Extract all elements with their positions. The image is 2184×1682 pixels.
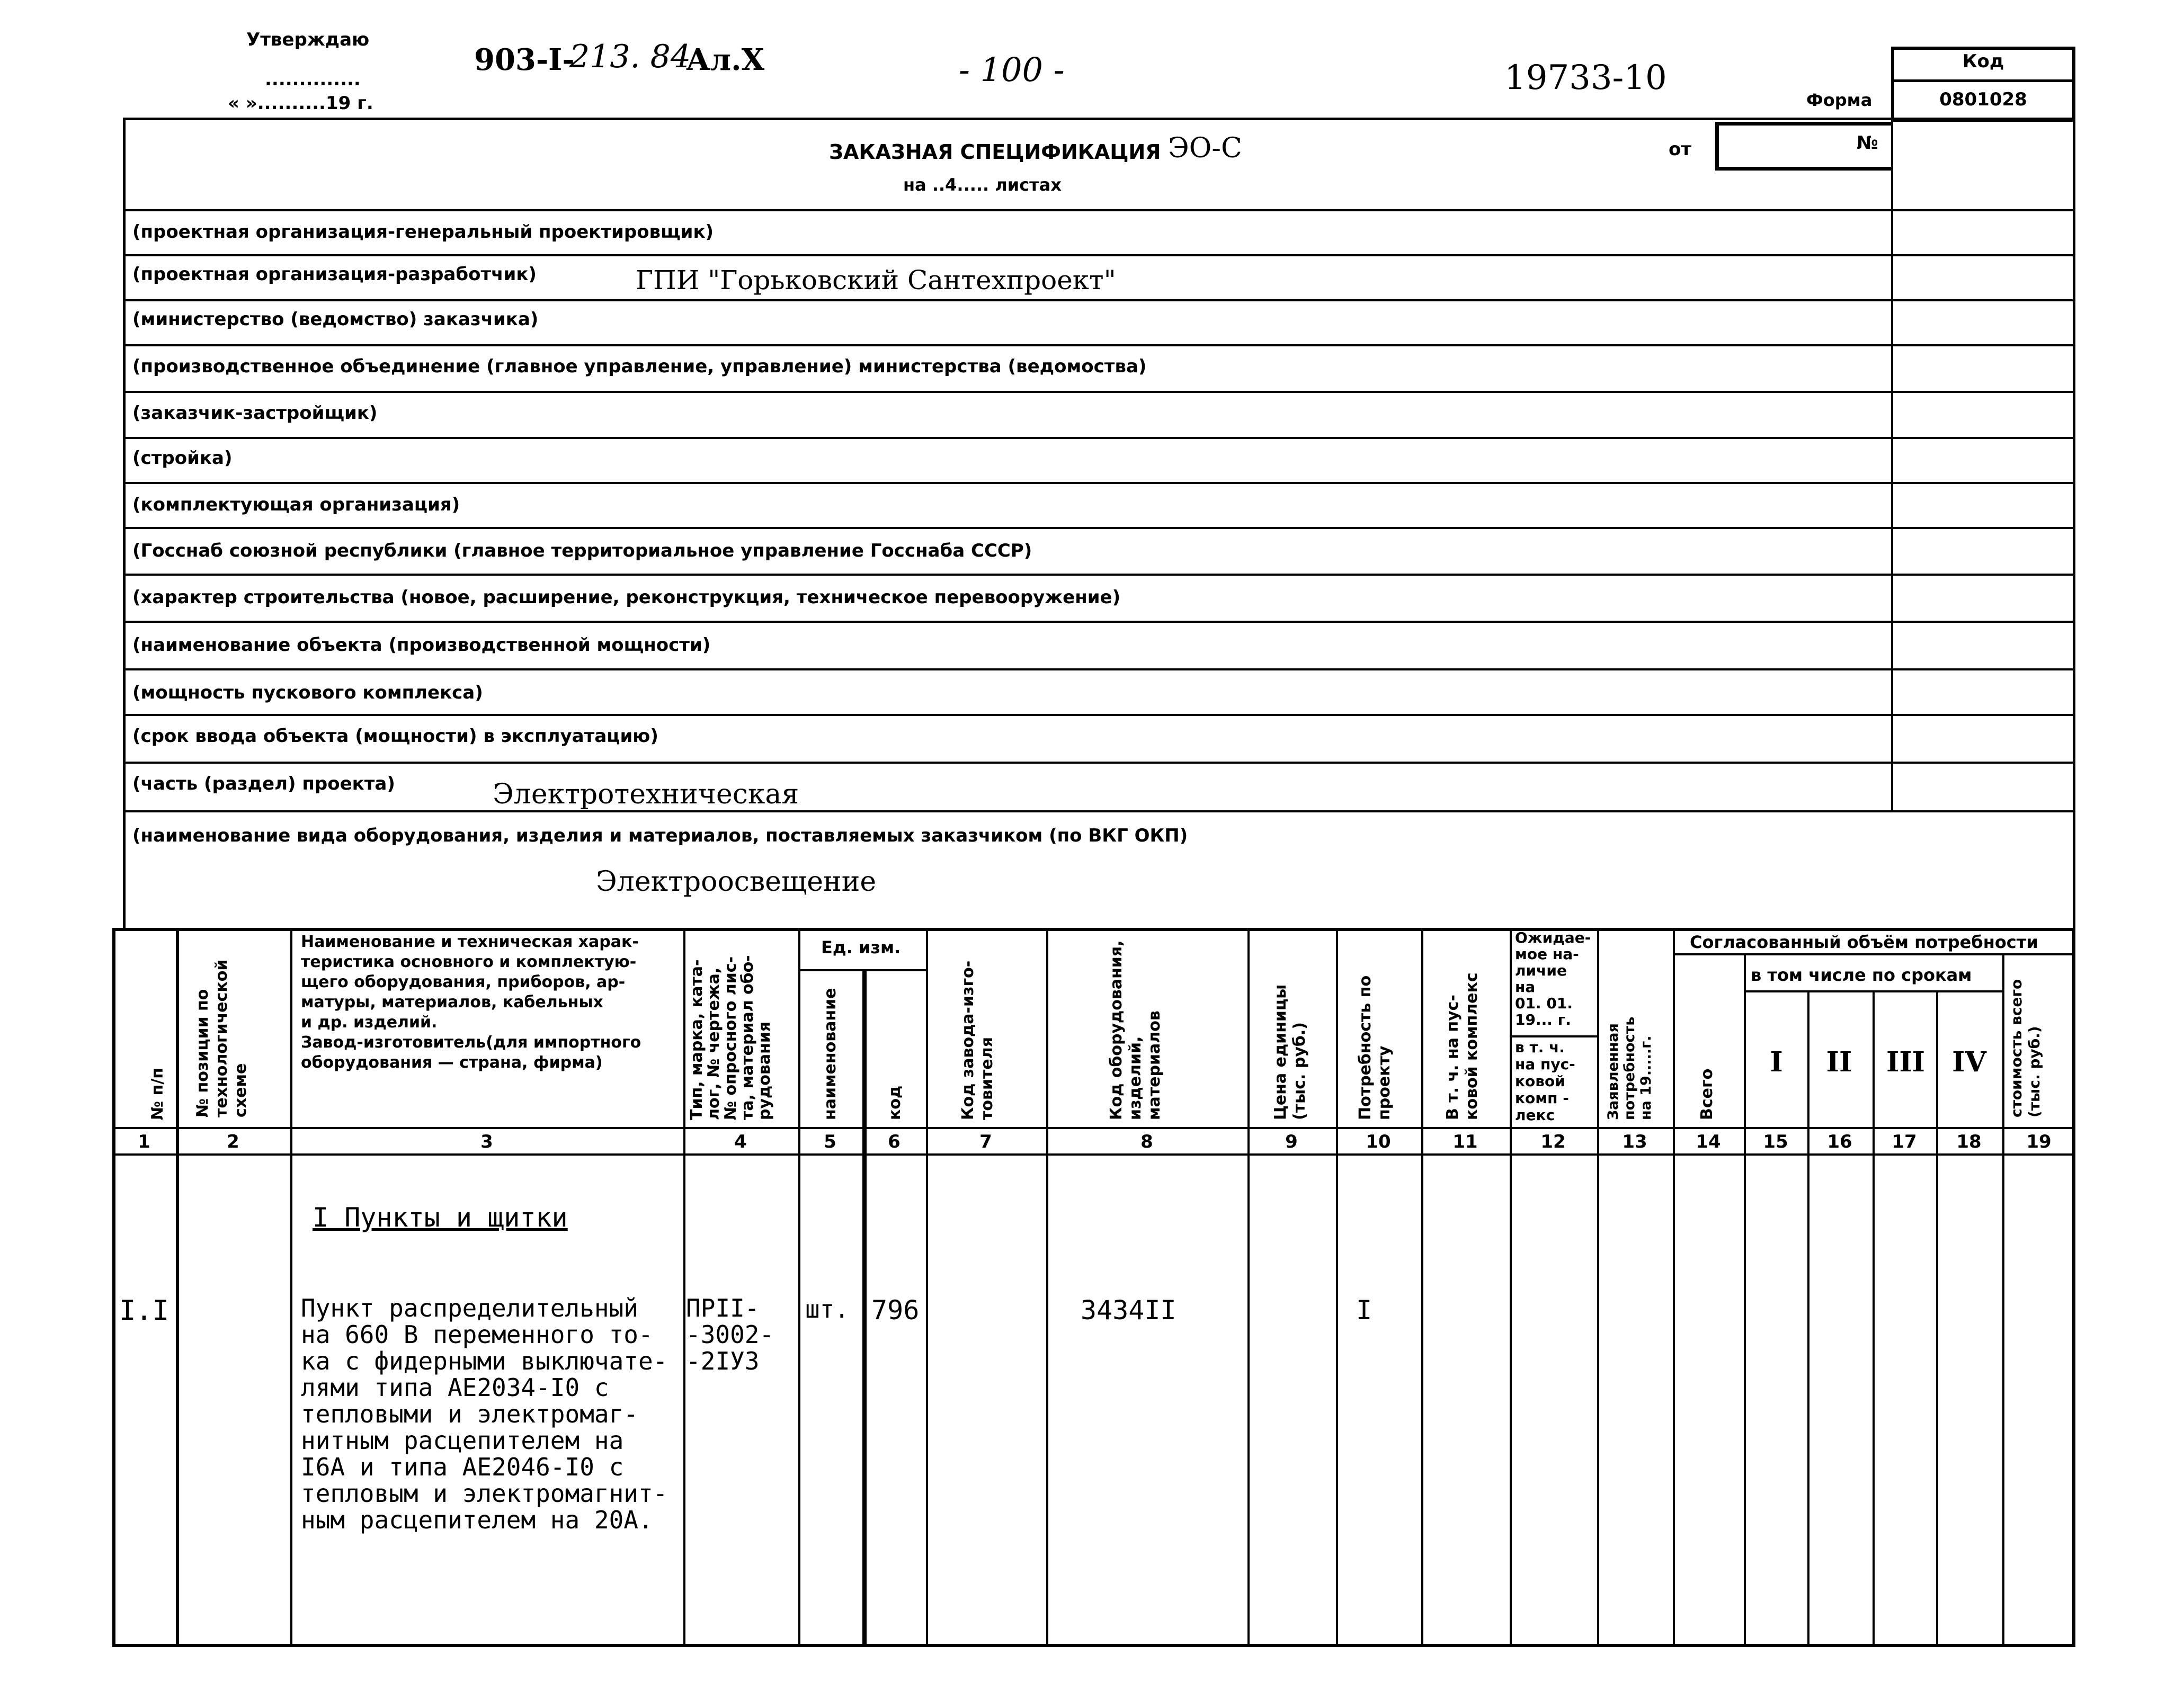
field-project-part: (часть (раздел) проекта) — [132, 773, 395, 794]
col-5-header: наименование — [821, 988, 840, 1120]
agreed-header: Согласованный объём потребности — [1690, 932, 2038, 952]
page-number: - 100 - — [959, 50, 1065, 89]
col-14-header: Всего — [1698, 1068, 1716, 1120]
column-number-18: 18 — [1956, 1131, 1982, 1152]
column-number-15: 15 — [1763, 1131, 1788, 1152]
forma-label: Форма — [1806, 90, 1873, 110]
column-number-5: 5 — [824, 1131, 836, 1152]
column-number-4: 4 — [734, 1131, 747, 1152]
col-11-header: В т. ч. на пус- ковой комплекс — [1443, 972, 1481, 1120]
col-10-header: Потребность по проекту — [1356, 975, 1394, 1120]
col-13-header: Заявленная потребность на 19.....г. — [1605, 1016, 1654, 1120]
album-label: Ал.X — [686, 42, 765, 77]
col-6-header: код — [886, 1085, 904, 1120]
col-18-header: IV — [1952, 1046, 1986, 1078]
column-number-7: 7 — [979, 1131, 992, 1152]
col-19-header: стоимость всего (тыс. руб.) — [2008, 979, 2043, 1117]
row-number: I.I — [119, 1295, 169, 1327]
col-15-header: I — [1770, 1046, 1783, 1078]
field-production-association: (производственное объединение (главное управление, управление) министерства (ведомоства) — [132, 356, 1147, 377]
col-16-header: II — [1826, 1046, 1852, 1078]
developer-value: ГПИ "Горьковский Сантехпроект" — [636, 265, 1116, 296]
field-general-designer: (проектная организация-генеральный проектировщик) — [132, 221, 714, 243]
col-9-header: Цена единицы (тыс. руб.) — [1271, 984, 1309, 1120]
by-terms-header: в том числе по срокам — [1751, 965, 1972, 985]
col-3-header: Наименование и техническая харак- теристика основного и комплектую- щего оборудования, приборов, ар- матуры, материалов, кабельных и др. изделий. Завод-изготовитель(для импортного оборудования — страна, фирма) — [301, 933, 641, 1072]
sheet-id: 19733-10 — [1504, 58, 1667, 97]
field-completing-org: (комплектующая организация) — [132, 494, 460, 515]
row-unit: шт. — [805, 1295, 850, 1323]
field-customer: (заказчик-застройщик) — [132, 402, 378, 424]
col-2-header: № позиции по технологической схеме — [193, 959, 250, 1117]
column-number-1: 1 — [138, 1131, 150, 1152]
field-launch-capacity: (мощность пускового комплекса) — [132, 682, 483, 703]
column-number-8: 8 — [1140, 1131, 1153, 1152]
unit-group-header: Ед. изм. — [821, 937, 901, 958]
field-object-name: (наименование объекта (производственной мощности) — [132, 634, 711, 656]
column-number-16: 16 — [1827, 1131, 1852, 1152]
column-number-10: 10 — [1366, 1131, 1391, 1152]
row-type: ПРII- -3002- -2IУЗ — [686, 1294, 774, 1375]
col-12b-header: в т. ч. на пус- ковой комп - лекс — [1515, 1039, 1575, 1124]
row-unit-code: 796 — [871, 1295, 920, 1326]
title-main: ЗАКАЗНАЯ СПЕЦИФИКАЦИЯ — [829, 140, 1161, 164]
col-4-header: Тип, марка, ката- лог, № чертежа, № опросного лис- та, материал обо- рудования — [688, 955, 774, 1120]
col-8-header: Код оборудования, изделий, материалов — [1107, 940, 1164, 1120]
doc-code-hand: 213. 84 — [569, 38, 691, 75]
row-equip-code: 3434II — [1081, 1295, 1176, 1326]
row-need: I — [1356, 1295, 1372, 1326]
field-gossnab: (Госснаб союзной республики (главное территориальное управление Госснаба СССР) — [132, 540, 1032, 561]
col-12a-header: Ожидае- мое на- личие на 01. 01. 19... г. — [1515, 929, 1591, 1028]
column-number-11: 11 — [1452, 1131, 1478, 1152]
field-construction-type: (характер строительства (новое, расширение, реконструкция, техническое перевооружение) — [132, 587, 1121, 608]
kod-label: Код — [1962, 51, 2004, 72]
section-title: I Пункты и щитки — [313, 1202, 568, 1233]
field-ministry: (министерство (ведомство) заказчика) — [132, 309, 539, 330]
column-number-6: 6 — [888, 1131, 901, 1152]
approve-date: « »..........19 г. — [228, 93, 373, 114]
kod-value: 0801028 — [1939, 89, 2027, 110]
field-construction-site: (стройка) — [132, 448, 233, 469]
equipment-kind-label: (наименование вида оборудования, изделия и материалов, поставляемых заказчиком (по ВКГ ОКП) — [132, 825, 1188, 846]
column-number-19: 19 — [2026, 1131, 2052, 1152]
from-label: от — [1669, 139, 1692, 160]
column-number-13: 13 — [1622, 1131, 1647, 1152]
column-number-3: 3 — [480, 1131, 493, 1152]
column-number-12: 12 — [1540, 1131, 1566, 1152]
row-name: Пункт распределительный на 660 В переменного то- ка с фидерными выключате- лями типа АЕ2034-I0 с тепловыми и электромаг- нитным расцепителем на I6А и типа АЕ2046-I0 с тепловым и электромагнит- ным расцепителем на 20А. — [301, 1294, 668, 1534]
field-developer: (проектная организация-разработчик) — [132, 264, 537, 285]
col-1-header: № п/п — [148, 1068, 167, 1120]
col-7-header: Код завода-изго- товителя — [959, 960, 996, 1120]
number-label: № — [1857, 132, 1878, 154]
doc-code: 903-I- — [474, 42, 575, 77]
column-number-9: 9 — [1285, 1131, 1298, 1152]
project-part-value: Электротехническая — [493, 779, 799, 810]
column-number-17: 17 — [1892, 1131, 1917, 1152]
column-number-14: 14 — [1696, 1131, 1721, 1152]
field-commissioning-date: (срок ввода объекта (мощности) в эксплуатацию) — [132, 726, 658, 747]
approve-dots: .............. — [265, 69, 361, 90]
col-17-header: III — [1886, 1046, 1925, 1078]
equipment-kind-value: Электроосвещение — [596, 866, 877, 898]
approve-label: Утверждаю — [246, 29, 370, 50]
column-number-2: 2 — [227, 1131, 239, 1152]
title-sheets: на ..4..... листах — [903, 175, 1062, 195]
title-code: ЭО-С — [1168, 132, 1242, 164]
